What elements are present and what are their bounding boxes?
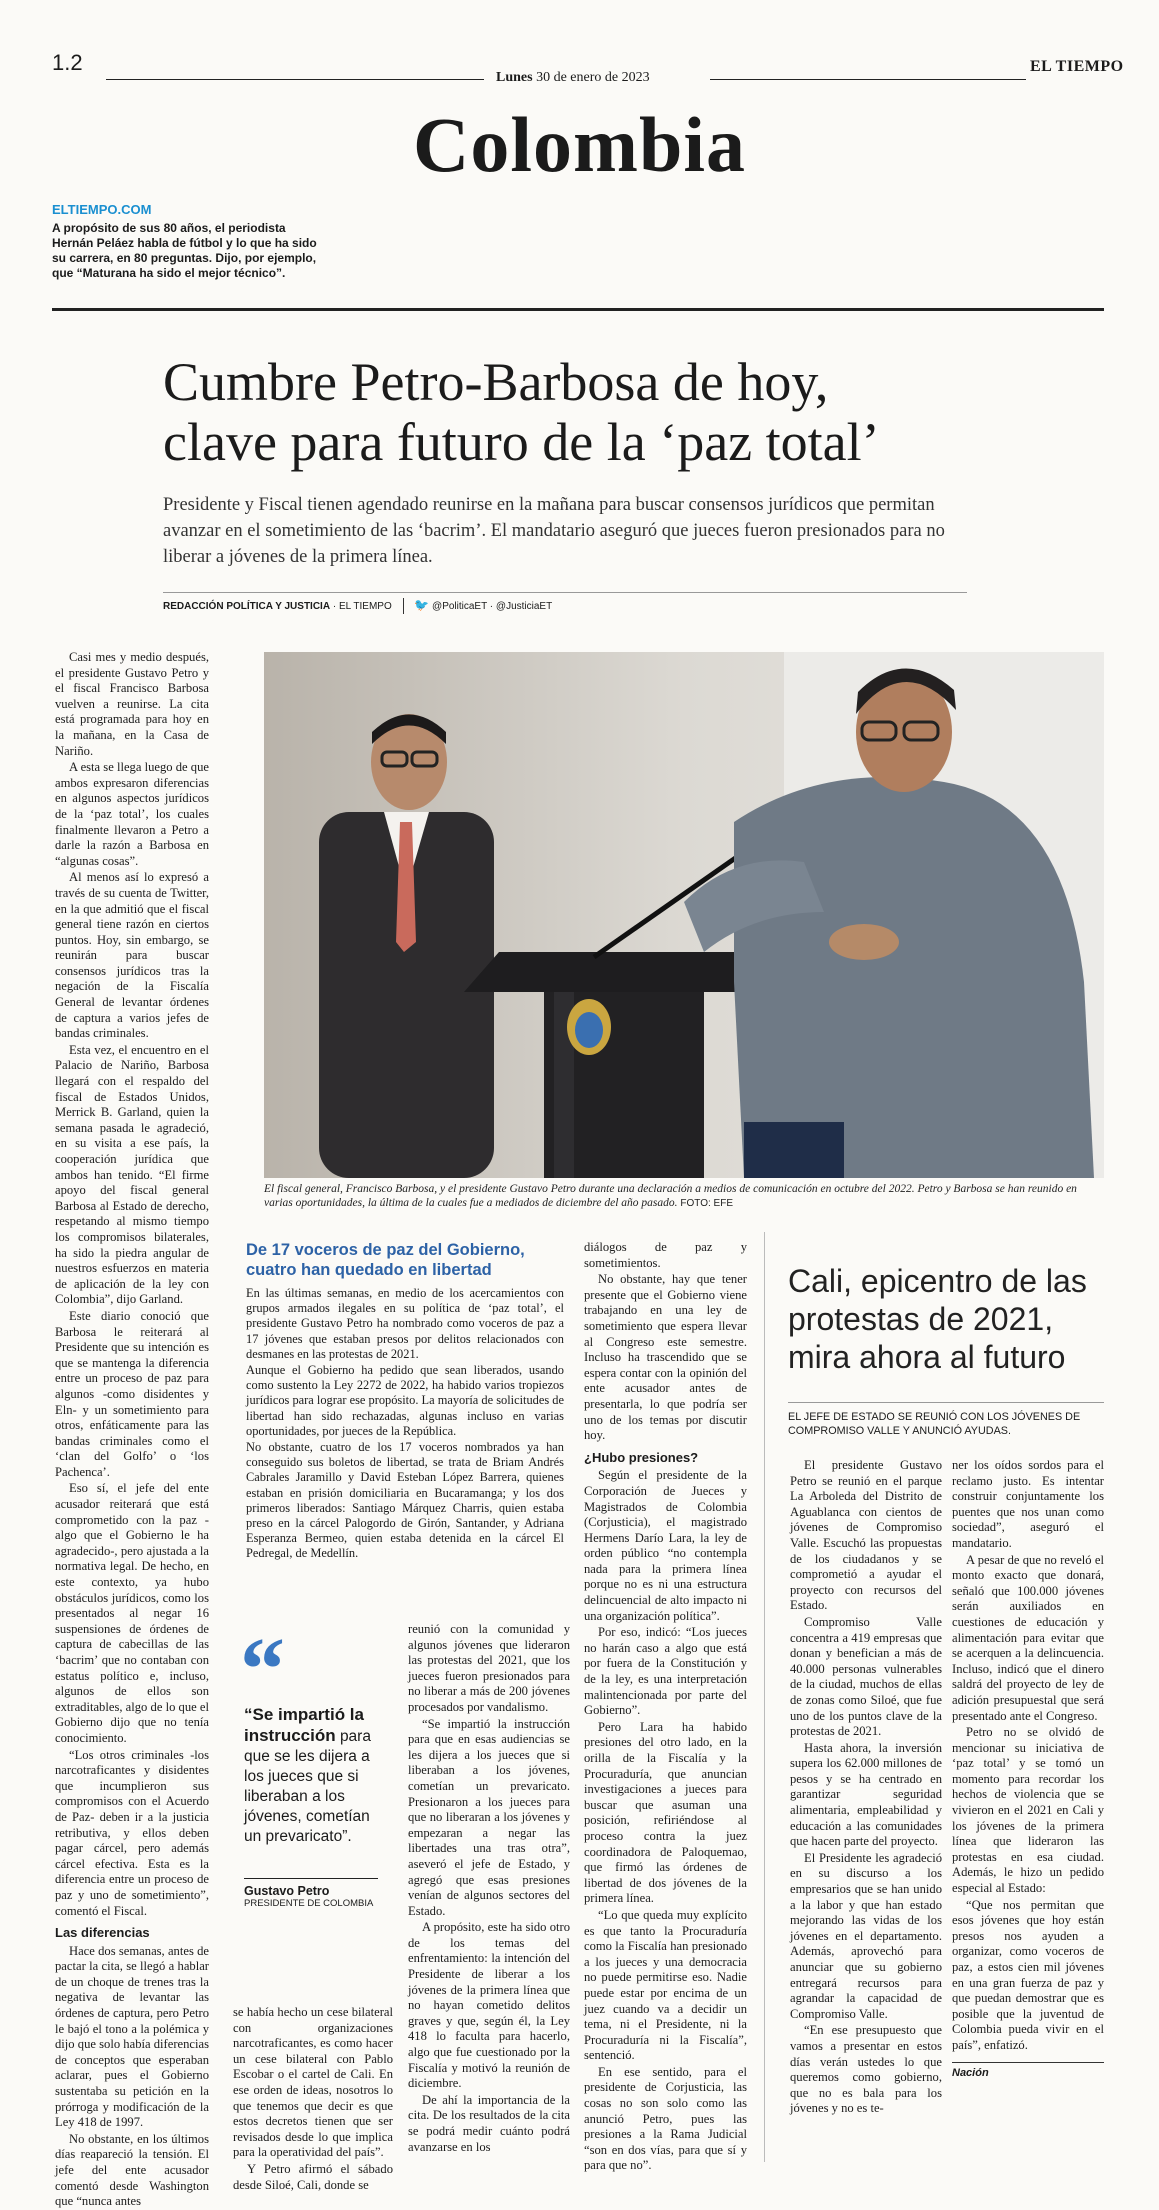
paragraph: En ese sentido, para el presidente de Corjusticia, las cosas no son solo como las anunció Petro, pues las presiones a la Rama Judicial “son en dos vías, para que sí y para que no”. — [584, 2064, 747, 2173]
paragraph: De ahí la importancia de la cita. De los resultados de la cita se podrá medir cuánto podrá avanzarse en los — [408, 2092, 570, 2154]
paragraph: Casi mes y medio después, el presidente Gustavo Petro y el fiscal Francisco Barbosa vuelven a reunirse. La cita está programada para hoy en la mañana, en la Casa de Nariño. — [55, 650, 209, 758]
paragraph: “Lo que queda muy explícito es que tanto la Procuraduría como la Fiscalía han presionado a los jueces y una democracia no puede permitirse eso. Nadie puede estar por encima de un juez cuando va a decidir un tema, ni el Presidente, ni la Procuraduría ni la Fiscalía”, sentenció. — [584, 1907, 747, 2063]
masthead-rule-right — [710, 79, 1026, 80]
paragraph: El Presidente les agradeció en su discurso a los empresarios que se han unido a la labor y que han estado mejorando las vidas de los jóvenes en el departamento. Además, aprovechó para anunciar que su gobierno entregará recursos para agrandar la capacidad de Compromiso Valle. — [790, 1850, 942, 2021]
paragraph: Y Petro afirmó el sábado desde Siloé, Cali, donde se — [233, 2161, 393, 2192]
main-article-column-2-lower — [233, 2005, 393, 2194]
section-title: Colombia — [412, 101, 747, 188]
sidebar-box-title-line2: cuatro han quedado en libertad — [246, 1261, 492, 1279]
paragraph: “Se impartió la instrucción para que en esas audiencias se les dijera a los jueces que si liberaban a los jóvenes, cometían un prevaricato. Presionaron a los jueces para que no liberaran a los jóvenes y empezaran a negar las libertades una tras otra”, aseveró el jefe de Estado, y agregó que esas presiones venían de algunos sectores del Estado. — [408, 1716, 570, 1918]
pull-quote-author: Gustavo Petro — [244, 1884, 330, 1898]
paragraph: ner los oídos sordos para el reclamo justo. Es intentar construir conjuntamente los puentes que nos unan como sociedad”, aseguró el mandatario. — [952, 1458, 1104, 1550]
cali-headline — [788, 1262, 1104, 1376]
paragraph: Hasta ahora, la inversión supera los 62.000 millones de pesos y se ha centrado en garantizar seguridad alimentaria, empleabilidad y educación a las comunidades que hacen parte del proyecto. — [790, 1740, 942, 1849]
paragraph: No obstante, hay que tener presente que el Gobierno viene trabajando en una ley de sometimiento que espera llevar al Congreso este semestre. Incluso ha trascendido que se espera contar con la opinión del ente acusador antes de presentarla, lo que podría ser uno de los temas por discutir hoy. — [584, 1272, 747, 1443]
cali-headline-line3: mira ahora al futuro — [788, 1339, 1066, 1375]
masthead-rule-left — [106, 79, 484, 80]
pull-quote — [244, 1705, 378, 1847]
paragraph: Petro no se olvidó de mencionar su iniciativa de ‘paz total’ y se tomó un momento para recordar los hechos de violencia que se vivieron en el 2021 en Cali y los jóvenes de la primera línea que lideraron las protestas en esa ciudad. Además, le hizo un pedido especial al Estado: — [952, 1725, 1104, 1896]
paragraph: Hace dos semanas, antes de pactar la cita, se llegó a hablar de un choque de trenes tras la negativa de levantar las órdenes de captura, pero Petro le bajó el tono a la polémica y dijo que solo había diferencias de conceptos que esperaban aclarar, pues el Gobierno sustentaba su petición en la prórroga y modificación de la Ley 418 de 1997. — [55, 1943, 209, 2130]
byline-desk: REDACCIÓN POLÍTICA Y JUSTICIA — [163, 601, 331, 612]
issue-date — [496, 70, 650, 86]
paragraph: A esta se llega luego de que ambos expresaron diferencias en algunos aspectos jurídicos de la ‘paz total’, los cuales finalmente llevaron a Petro a darle la razón a Barbosa en “algunas cosas”. — [55, 760, 209, 868]
promo-site-link[interactable]: ELTIEMPO.COM — [52, 202, 152, 217]
pull-quote-rest: para que se les dijera a los jueces que si liberaban a los jóvenes, cometían un prevaricato”. — [244, 1728, 371, 1845]
paragraph: En las últimas semanas, en medio de los acercamientos con grupos armados ilegales en su política de ‘paz total’, el presidente Gustavo Petro ha nombrado como voceros de paz a 17 jóvenes que estaban presos por delitos relacionados con desmanes en las protestas de 2021. — [246, 1286, 564, 1361]
paragraph: A pesar de que no reveló el monto exacto que donará, señaló que 100.000 jóvenes serán auxiliados en cuestiones de educación y alimentación para evitar que se acerquen a la delincuencia. Incluso, indicó que el dinero saldrá del proyecto de ley de adición presupuestal que será presentado ante el Congreso. — [952, 1552, 1104, 1723]
paragraph: No obstante, cuatro de los 17 voceros nombrados ya han conseguido sus boletos de libertad, se trata de Briam Andrés Cabrales Jaramillo y David Esteban López Barrera, quienes estaban en prisión domiciliaria en Bucaramanga; y los dos primeros liberados: Santiago Márquez Charris, quien estaba preso en la cárcel Palogordo de Girón, Santander, y Adriana Esperanza Bermeo, quien estaba detenida en la cárcel El Pedregal, de Medellín. — [246, 1440, 564, 1561]
paragraph: El presidente Gustavo Petro se reunió en el parque La Arboleda del Distrito de Aguablanca con cientos de jóvenes de Compromiso Valle. Escuchó las propuestas de los ciudadanos y se comprometió a ayudar el proyecto con recursos del Estado. — [790, 1458, 942, 1613]
cali-signature: Nación — [952, 2062, 1104, 2082]
main-headline-line2: clave para futuro de la ‘paz total’ — [163, 412, 880, 472]
brand-logo: EL TIEMPO — [1030, 58, 1124, 75]
sidebar-box-title — [246, 1240, 576, 1280]
photo-petro-barbosa-illustration — [264, 652, 1104, 1178]
pull-quote-role: PRESIDENTE DE COLOMBIA — [244, 1898, 374, 1909]
paragraph: A propósito, este ha sido otro de los temas del enfrentamiento: la intención del Presidente de liberar a los jóvenes de la primera línea que no hayan cometido delitos graves y que, según él, la Ley 418 lo faculta para hacerlo, algo que fue cuestionado por la Fiscalía y motivó la reunión de diciembre. — [408, 1920, 570, 2091]
paragraph: “En ese presupuesto que vamos a presentar en estos días verán ustedes lo que queremos como gobierno, que no es bala para los jóvenes y no es te- — [790, 2023, 942, 2116]
pull-quote-bold: “Se impartió la instrucción — [244, 1705, 364, 1745]
photo-credit: FOTO: EFE — [680, 1198, 734, 1209]
twitter-icon: 🐦 — [414, 598, 430, 612]
paragraph: Aunque el Gobierno ha pedido que sean liberados, usando como sustento la Ley 2272 de 2022, ha habido varios tropiezos jurídicos para lograr ese propósito. La mayoría de solicitudes de libertad han sido rechazadas, algunas incluso en varias oportunidades, por jueces de la República. — [246, 1363, 564, 1438]
main-photo — [264, 652, 1104, 1178]
promo-text: A propósito de sus 80 años, el periodista Hernán Peláez habla de fútbol y lo que ha sido su carrera, en 80 preguntas. Dijo, por ejemplo, que “Maturana ha sido el mejor técnico”. — [52, 221, 317, 280]
main-article-column-3 — [584, 1240, 747, 2175]
cali-deck: EL JEFE DE ESTADO SE REUNIÓ CON LOS JÓVENES DE COMPROMISO VALLE Y ANUNCIÓ AYUDAS. — [788, 1411, 1081, 1437]
paragraph: Eso sí, el jefe del ente acusador reiterará que está comprometido con la paz -algo que el Gobierno le ha agradecido-, pero ajustada a la normativa legal. De hecho, en este contexto, ya hubo obstáculos jurídicos, como los presentados al negar 16 suspensiones de órdenes de captura de cabecillas de las ‘bacrim’ que no contaban con estatus político e, incluso, algunos de ellos son extraditables, algo de lo que el Gobierno dijo que no tenía conocimiento. — [55, 1481, 209, 1745]
paragraph: Este diario conoció que Barbosa le reiterará al Presidente que su intención es que se mantenga la diferencia entre un proceso de paz para algunos -como disidentes y Eln- y un sometimiento para otros, enfáticamente para las bandas criminales como el ‘clan del Golfo’ o ‘los Pachenca’. — [55, 1308, 209, 1479]
paragraph: se había hecho un cese bilateral con organizaciones narcotraficantes, es como hacer un cese bilateral con Pablo Escobar o el cartel de Cali. En ese orden de ideas, nosotros lo que tenemos que decir es que estos decretos tienen que ser revisados desde lo que implica para la operatividad del país”. — [233, 2005, 393, 2160]
byline-paper: · EL TIEMPO — [332, 601, 392, 612]
cali-column-1 — [790, 1458, 942, 2118]
subheading-diferencias: Las diferencias — [55, 1925, 150, 1941]
paragraph: Compromiso Valle concentra a 419 empresas que donan y benefician a más de 40.000 personas vulnerables de la ciudad, muchos de ellas de zonas como Siloé, que fue uno de los puntos clave de la protestas de 2021. — [790, 1614, 942, 1739]
paragraph: reunió con la comunidad y algunos jóvenes que lideraron las protestas del 2021, que los jueces fueron presionados para no liberar a más de 200 jóvenes procesados por vandalismo. — [408, 1622, 570, 1714]
photo-caption-text: El fiscal general, Francisco Barbosa, y el presidente Gustavo Petro durante una declaración a medios de comunicación en octubre del 2022. Petro y Barbosa se han reunido en varias oportunidades, la última de la cuales fue a mediados de diciembre del año pasado. — [264, 1183, 1077, 1209]
sidebar-box-title-line1: De 17 voceros de paz del Gobierno, — [246, 1241, 525, 1259]
paragraph: Por eso, indicó: “Los jueces no harán caso a algo que está por fuera de la Constitución y de la ley, es una interpretación malintencionada por parte del Gobierno”. — [584, 1625, 747, 1718]
paragraph: “Que nos permitan que esos jóvenes que hoy están presos nos ayuden a organizar, como voceros de paz, a estos cien mil jóvenes en una gran fuerza de paz y que puedan demostrar que es posible que la juventud de Colombia pueda vivir en el país”, enfatizó. — [952, 1897, 1104, 2052]
paragraph: Según el presidente de la Corporación de Jueces y Magistrados de Colombia (Corjusticia), el magistrado Hermens Darío Lara, la ley de orden público “no contempla nada para la primera línea porque no es ni una estructura delincuencial de alto impacto ni una organización política”. — [584, 1468, 747, 1623]
byline-social: @PoliticaET · @JusticiaET — [432, 601, 553, 612]
cali-headline-line1: Cali, epicentro de las — [788, 1263, 1087, 1299]
main-headline-line1: Cumbre Petro-Barbosa de hoy, — [163, 352, 829, 412]
quote-mark: “ — [240, 1620, 285, 1719]
main-headline — [163, 352, 880, 472]
photo-caption — [264, 1182, 1104, 1211]
cali-headline-line2: protestas de 2021, — [788, 1301, 1054, 1337]
main-article-column-2b-lower — [408, 1622, 570, 2156]
cali-column-2 — [952, 1458, 1104, 2081]
sidebar-box-body — [246, 1286, 564, 1563]
paragraph: “Los otros criminales -los narcotraficantes y disidentes que incumplieron sus compromisos con el Acuerdo de Paz- deben ir a la justicia retributiva, y ellos deben pagar cárcel, pero además cárcel efectiva. Esta es la diferencia entre un proceso de paz y uno de sometimiento”, comentó el Fiscal. — [55, 1747, 209, 1918]
paragraph: Pero Lara ha habido presiones del otro lado, en la orilla de la Fiscalía y la Procuraduría, que anuncian investigaciones a jueces para buscar que asuman una posición, refiriéndose al proceso contra la juez coordinadora de Paloquemao, que firmó las órdenes de libertad de dos jóvenes de la primera línea. — [584, 1719, 747, 1906]
byline-separator — [403, 598, 404, 614]
pull-quote-rule — [244, 1878, 378, 1879]
subheading-presiones: ¿Hubo presiones? — [584, 1449, 699, 1465]
header-divider — [52, 308, 1104, 311]
paragraph: diálogos de paz y sometimientos. — [584, 1240, 747, 1270]
issue-date-day: Lunes — [496, 70, 533, 85]
paragraph: Al menos así lo expresó a través de su cuenta de Twitter, en la que admitió que el fiscal general tiene razón en ciertos puntos. Hoy, sin embargo, se reunirán para buscar consensos jurídicos tras la negación de la Fiscalía General de levantar órdenes de captura a varios jefes de bandas criminales. — [55, 870, 209, 1041]
issue-date-rest: 30 de enero de 2023 — [536, 70, 650, 85]
main-article-column-1 — [55, 650, 209, 2210]
page-number: 1.2 — [52, 50, 83, 75]
paragraph: Esta vez, el encuentro en el Palacio de Nariño, Barbosa llegará con el respaldo del fiscal de Estados Unidos, Merrick B. Garland, quien la semana pasada le agradeció, en su visita a ese país, la cooperación jurídica que ambos han tenido. “El firme apoyo del fiscal general Barbosa al Estado de derecho, respetando al mismo tiempo los compromisos bilaterales, ha sido la piedra angular de nuestros esfuerzos en materia de aplicación de la ley con Colombia”, dijo Garland. — [55, 1042, 209, 1307]
main-subhead: Presidente y Fiscal tienen agendado reunirse en la mañana para buscar consensos jurídicos que permitan avanzar en el sometimiento de las ‘bacrim’. El mandatario aseguró que jueces fueron presionados para no liberar a jóvenes de la primera línea. — [163, 495, 945, 567]
cali-divider — [764, 1232, 765, 2162]
byline-rule-top — [163, 592, 967, 593]
pull-quote-attribution — [244, 1884, 378, 1909]
cali-deck-rule — [788, 1402, 1104, 1403]
byline — [163, 598, 552, 614]
paragraph: No obstante, en los últimos días reapareció la tensión. El jefe del ente acusador comentó desde Washington que “nunca antes — [55, 2131, 209, 2209]
